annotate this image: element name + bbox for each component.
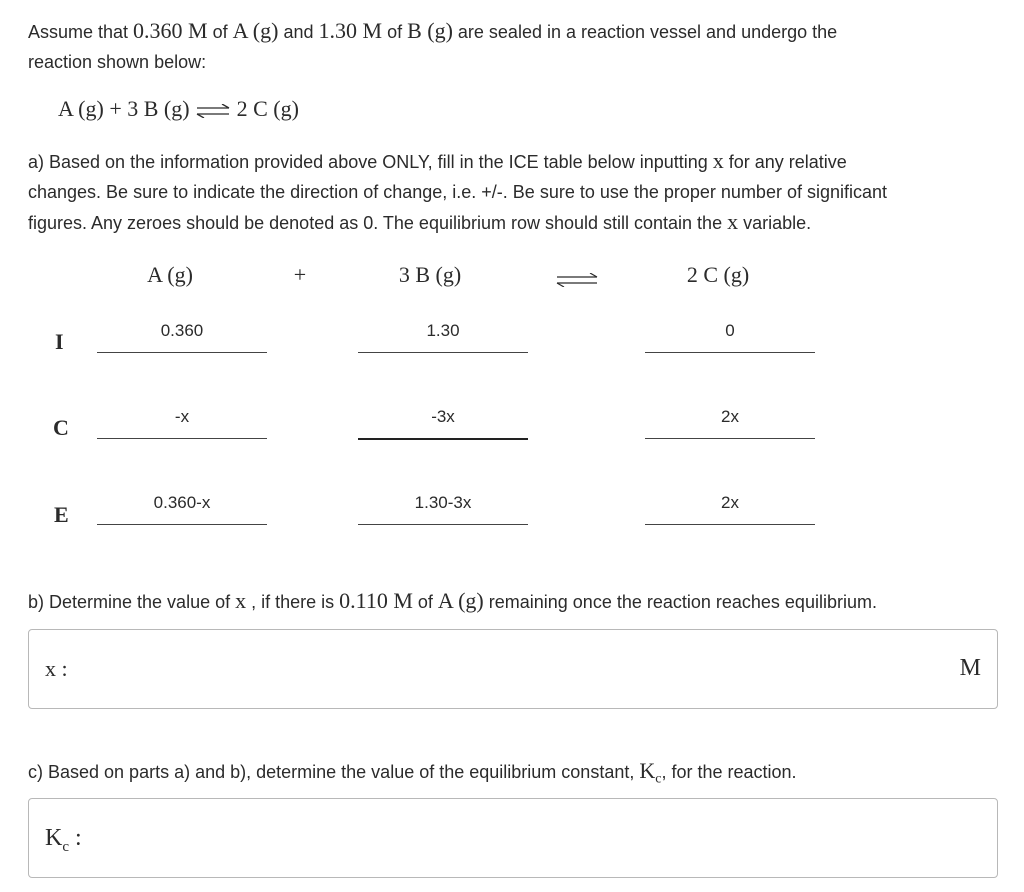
ice-underline: [97, 524, 267, 525]
part-a-text: a) Based on the information provided above ONLY, fill in the ICE table below inputting: [28, 152, 713, 172]
kc-label-k: K: [45, 825, 63, 851]
x-input-label: x :: [45, 656, 68, 681]
intro-paragraph: [28, 16, 998, 77]
ice-underline: [358, 352, 528, 353]
x-unit-label: M: [959, 655, 981, 681]
part-c-text: , for the reaction.: [661, 762, 797, 782]
part-c-question: [28, 756, 998, 795]
part-a-line-3: [28, 207, 998, 238]
species-a: A (g): [437, 588, 484, 613]
kc-input-field[interactable]: [119, 825, 959, 851]
ice-underline: [358, 524, 528, 525]
ice-cell-c-c[interactable]: 2x: [721, 407, 739, 426]
intro-text: of: [207, 22, 233, 42]
species-a: A (g): [232, 18, 279, 43]
species-b: B (g): [407, 18, 453, 43]
part-b-text: , if there is: [246, 592, 340, 612]
ice-underline: [97, 352, 267, 353]
ice-header-plus: +: [293, 262, 307, 287]
reaction-products: 2 C (g): [236, 96, 299, 121]
ice-cell-i-b[interactable]: 1.30: [426, 321, 460, 340]
var-x: x: [712, 148, 724, 173]
ice-underline: [645, 352, 815, 353]
ice-underline: [645, 438, 815, 439]
ice-cell-i-c[interactable]: 0: [725, 321, 735, 340]
intro-text: of: [382, 22, 408, 42]
ice-header-a: A (g): [147, 262, 193, 287]
ice-cell-e-c[interactable]: 2x: [721, 493, 739, 512]
part-a-line-2: changes. Be sure to indicate the direction of change, i.e. +/-. Be sure to use the proper number of significant: [28, 182, 888, 202]
ice-cell-e-a[interactable]: 0.360-x: [153, 493, 211, 512]
x-input-field[interactable]: [99, 656, 919, 682]
intro-text: are sealed in a reaction vessel and undergo the: [452, 22, 838, 42]
conc-b: 1.30 M: [318, 18, 383, 43]
ice-underline: [645, 524, 815, 525]
reaction-reactants: A (g) + 3 B (g): [58, 96, 190, 121]
intro-text: Assume that: [28, 22, 134, 42]
ice-cell-c-a[interactable]: -x: [174, 407, 190, 426]
ice-header-b: 3 B (g): [398, 262, 462, 287]
ice-equilibrium-arrow-icon: [555, 273, 599, 287]
ice-header-c: 2 C (g): [686, 262, 750, 287]
part-a-paragraph: [28, 146, 998, 238]
part-b-text: remaining once the reaction reaches equilibrium.: [483, 592, 877, 612]
intro-line-2: reaction shown below:: [28, 52, 207, 72]
kc-label-sub: c: [62, 838, 70, 855]
ice-underline-active: [358, 438, 528, 440]
part-a-text: variable.: [738, 213, 812, 233]
conc-a: 0.360 M: [133, 18, 208, 43]
ice-cell-c-b[interactable]: -3x: [431, 407, 455, 426]
part-a-text: figures. Any zeroes should be denoted as 0. The equilibrium row should still contain the: [28, 213, 728, 233]
conc-remaining: 0.110 M: [339, 588, 413, 613]
var-x: x: [727, 209, 739, 234]
x-answer-box[interactable]: [28, 629, 998, 709]
part-a-line-1: [28, 146, 998, 177]
kc-symbol: K: [639, 758, 656, 783]
part-a-text: for any relative: [723, 152, 847, 172]
reaction-equation: [58, 96, 299, 122]
ice-underline: [97, 438, 267, 439]
part-b-text: of: [412, 592, 438, 612]
part-b-text: b) Determine the value of: [28, 592, 236, 612]
equilibrium-arrow-icon: [195, 104, 231, 118]
kc-input-label: [45, 825, 82, 856]
ice-row-label-c: C: [53, 415, 69, 440]
intro-line-1: [28, 16, 998, 47]
ice-row-label-e: E: [54, 502, 69, 527]
ice-cell-e-b[interactable]: 1.30-3x: [414, 493, 472, 512]
var-x: x: [235, 588, 247, 613]
part-b-question: [28, 586, 998, 617]
ice-row-label-i: I: [55, 329, 64, 354]
part-c-text: c) Based on parts a) and b), determine the value of the equilibrium constant,: [28, 762, 640, 782]
kc-answer-box[interactable]: [28, 798, 998, 878]
intro-text: and: [278, 22, 319, 42]
kc-label-colon: :: [69, 825, 82, 851]
kc-subscript: c: [655, 771, 662, 787]
ice-cell-i-a[interactable]: 0.360: [160, 321, 204, 340]
